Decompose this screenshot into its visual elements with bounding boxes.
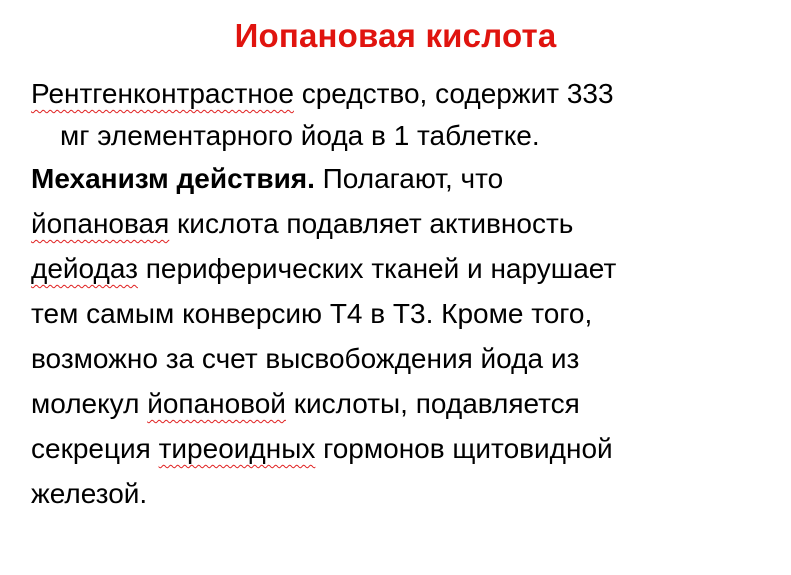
text-line	[31, 381, 771, 426]
text-run: кислота подавляет активность	[169, 208, 574, 239]
text-run: гормонов щитовидной	[315, 433, 613, 464]
text-line	[31, 291, 771, 336]
text-line	[31, 471, 771, 516]
text-line	[31, 426, 771, 471]
text-run: молекул	[31, 388, 148, 419]
slide-title: Иопановая кислота	[234, 17, 557, 54]
text-line	[31, 156, 771, 201]
text-line	[31, 336, 771, 381]
slide-body	[31, 72, 771, 516]
misspelled-word: дейодаз	[31, 253, 138, 284]
text-run: секреция	[31, 433, 159, 464]
mechanism-heading: Механизм действия.	[31, 163, 315, 194]
misspelled-word: йопановая	[31, 208, 170, 239]
text-line	[31, 116, 771, 156]
text-run: мг элементарного йода в 1 таблетке.	[60, 120, 540, 151]
text-run: Полагают, что	[314, 163, 504, 194]
text-run: тем самым конверсию Т4 в Т3. Кроме того,	[31, 298, 593, 329]
text-run: кислоты, подавляется	[285, 388, 580, 419]
text-run: железой.	[31, 478, 148, 509]
text-run: периферических тканей и нарушает	[137, 253, 617, 284]
text-run: возможно за счет высвобождения йода из	[31, 343, 580, 374]
text-run: средство, содержит 333	[293, 78, 614, 109]
misspelled-word: Рентгенконтрастное	[31, 78, 294, 109]
misspelled-word: йопановой	[147, 388, 286, 419]
text-line	[31, 201, 771, 246]
misspelled-word: тиреоидных	[158, 433, 316, 464]
text-line	[31, 246, 771, 291]
text-line	[31, 72, 771, 116]
